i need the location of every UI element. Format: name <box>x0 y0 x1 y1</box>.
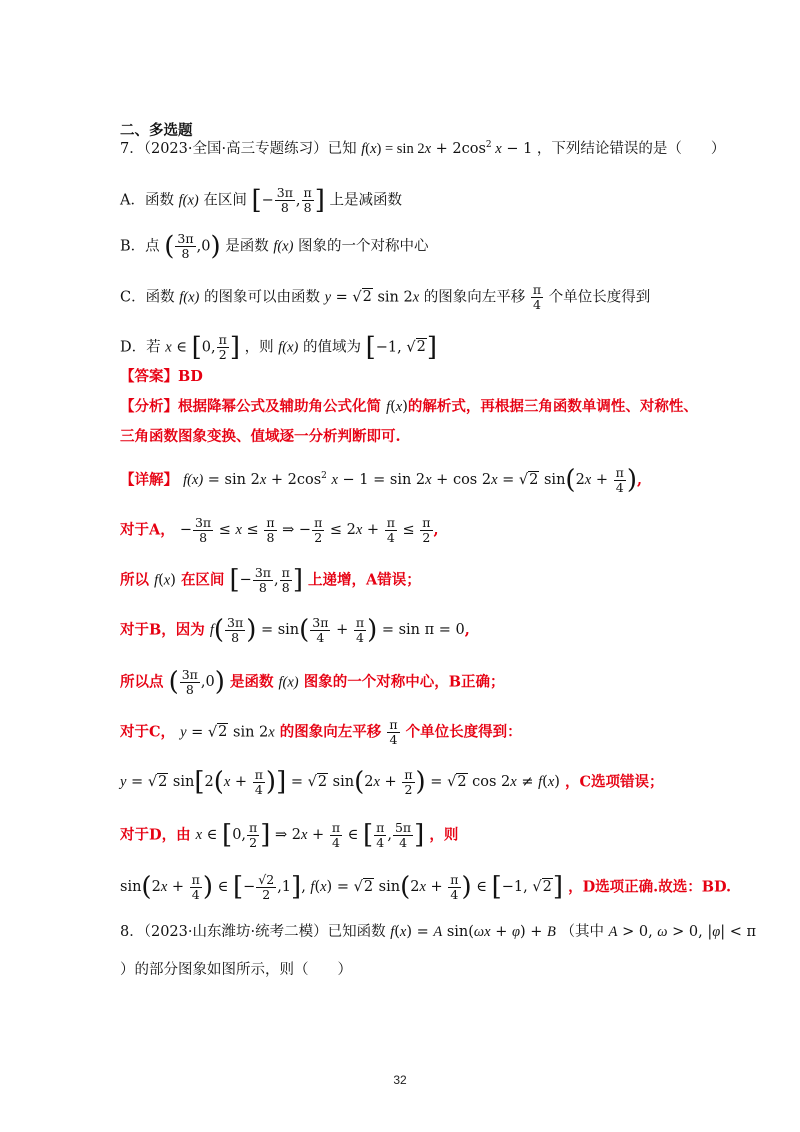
option-c-mid: 的图象可以由函数 <box>203 289 320 306</box>
q7-suffix: ，下列结论错误的是（ ） <box>536 140 726 157</box>
option-d-mid2: 的值域为 <box>302 339 361 356</box>
option-b-end: 图象的一个对称中心 <box>298 238 429 255</box>
q7-prefix: 7．（2023·全国·高三专题练习）已知 <box>120 140 357 157</box>
detail-b-1: 对于B，因为 f( $\frac{3\pi}{8}$ ) = sin( $\frac{3\pi}{4}$ + $\frac{\pi}{4}$ ) = sin π = 0, <box>120 615 470 646</box>
detail-b-end: 图象的一个对称中心，B正确； <box>303 673 505 691</box>
answer-label: 【答案】 <box>120 368 178 385</box>
detail-a-intro: 对于A， <box>120 521 175 539</box>
detail-c-1: 对于C， y = √2 sin 2x 的图象向左平移 $\frac{\pi}{4}$ 个单位长度得到： <box>120 717 522 747</box>
detail-a-so: 所以 <box>120 571 149 589</box>
option-c-mid2: 的图象向左平移 <box>423 289 526 306</box>
option-d-label: D．若 <box>120 339 161 356</box>
analysis-line-2: 三角函数图象变换、值域逐一分析判断即可. <box>120 428 401 445</box>
question-8-stem: 8．（2023·山东潍坊·统考二模）已知函数 f(x) = A sin(ωx + φ) + B （其中 A > 0, ω > 0, |φ| < π <box>120 924 757 940</box>
detail-c-2: y = √2 sin[2(x + $\frac{\pi}{4}$ )] = √2 sin(2x + $\frac{\pi}{2}$ ) = √2 cos 2x ≠ f(x) ，C选项错误； <box>120 767 664 798</box>
option-b-mid: 是函数 <box>225 238 269 255</box>
option-c: C．函数 f(x) 的图象可以由函数 y = √2 sin 2x 的图象向左平移 $\frac{\pi}{4}$ 个单位长度得到 <box>120 282 651 312</box>
detail-b-mid: 是函数 <box>229 673 274 691</box>
detail-a-mid: 在区间 <box>180 571 225 589</box>
analysis-label: 【分析】 <box>120 398 178 415</box>
detail-d-then: ，则 <box>429 826 459 844</box>
detail-d-result: ，D选项正确.故选：BD. <box>568 878 732 896</box>
option-a-end: 上是减函数 <box>329 192 403 209</box>
detail-c-intro: 对于C， <box>120 723 176 741</box>
section-title: 二、多选题 <box>120 123 193 139</box>
detail-a-end: 上递增，A错误； <box>308 571 421 589</box>
detail-d-intro: 对于D，由 <box>120 826 191 844</box>
detail-a-1: 对于A， − $\frac{3\pi}{8}$ ≤ x ≤ $\frac{\pi}{8}$ ⇒ − $\frac{\pi}{2}$ ≤ 2x + $\frac{\pi}{4}$ ≤ $\frac{\pi}{2}$ , <box>120 515 439 545</box>
q8-mid: （其中 <box>560 924 605 940</box>
detail-b-so: 所以点 <box>120 673 164 691</box>
option-c-end: 个单位长度得到 <box>548 289 651 306</box>
q7-formula: f <box>361 140 366 157</box>
answer-line <box>120 370 203 385</box>
detail-a-2: 所以 f(x) 在区间 [− $\frac{3\pi}{8}$ , $\frac{\pi}{8}$ ] 上递增，A错误； <box>120 565 421 596</box>
option-b-label: B．点 <box>120 238 160 255</box>
detail-c-mid: 的图象向左平移 <box>279 723 382 741</box>
option-a-label: A．函数 <box>120 192 174 209</box>
analysis-line-1: 【分析】根据降幂公式及辅助角公式化简 f(x)的解析式，再根据三角函数单调性、对称性、 <box>120 398 698 415</box>
answer-value: BD <box>178 368 203 385</box>
analysis-text-1: 根据降幂公式及辅助角公式化简 <box>178 398 381 415</box>
detail-d-2: sin(2x + $\frac{\pi}{4}$ ) ∈ [− $\frac{√2}{2}$ ,1], f(x) = √2 sin(2x + $\frac{\pi}{4}$ ) ∈ [−1, √2] ，D选项正确.故选：BD. <box>120 872 732 903</box>
option-d: D．若 x ∈ [0, $\frac{\pi}{2}$ ] ，则 f(x) 的值域为 [−1, √2] <box>120 332 437 363</box>
detail-c-end: 个单位长度得到： <box>405 723 522 741</box>
option-c-label: C．函数 <box>120 289 175 306</box>
detail-d-1: 对于D，由 x ∈ [0, $\frac{\pi}{2}$ ] ⇒ 2x + $\frac{\pi}{4}$ ∈ [ $\frac{\pi}{4}$ , $\frac{5\pi}{4}$ ] ，则 <box>120 820 459 851</box>
detail-label: 【详解】 <box>120 471 178 489</box>
option-a: A．函数 f(x) 在区间 [− $\frac{3\pi}{8}$ , $\frac{\pi}{8}$ ] 上是减函数 <box>120 185 403 216</box>
detail-c-result: ，C选项错误； <box>564 773 664 791</box>
option-b: B．点 ( $\frac{3\pi}{8}$ ,0) 是函数 f(x) 图象的一个对称中心 <box>120 231 429 262</box>
question-8-line-2: ）的部分图象如图所示，则（ ） <box>120 962 352 978</box>
q8-prefix: 8．（2023·山东潍坊·统考二模）已知函数 <box>120 924 386 940</box>
detail-b-2: 所以点 ( $\frac{3\pi}{8}$ ,0) 是函数 f(x) 图象的一个对称中心，B正确； <box>120 667 505 698</box>
option-d-mid: ，则 <box>244 339 274 356</box>
detail-line-1: 【详解】 $f(x) = \sin 2x + 2\cos^2$ x − 1 = sin 2x + cos 2x = √2 sin(2x + $\frac{\pi}{4}$ ), <box>120 465 643 496</box>
question-7-stem: 7．（2023·全国·高三专题练习）已知 $f(x) = \sin 2x + 2\cos^2$ x − 1 ，下列结论错误的是（ ） <box>120 140 726 157</box>
analysis-text-2: 的解析式，再根据三角函数单调性、对称性、 <box>407 398 698 415</box>
detail-b-intro: 对于B，因为 <box>120 621 205 639</box>
option-a-mid: 在区间 <box>203 192 247 209</box>
page-number: 32 <box>393 1073 407 1087</box>
option-a-func: f(x) <box>178 192 199 209</box>
